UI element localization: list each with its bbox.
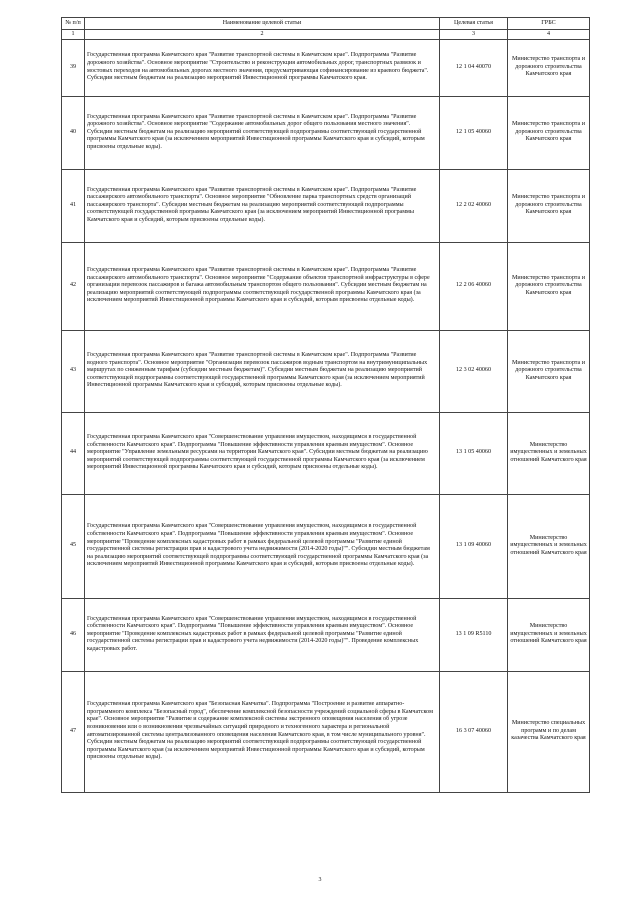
row-number: 41 [62, 169, 85, 242]
table-row [62, 96, 590, 169]
column-number: 2 [85, 30, 440, 40]
article-code: 12 3 02 40060 [440, 330, 508, 412]
row-number: 44 [62, 412, 85, 494]
page-number: 3 [318, 877, 322, 883]
table-row [62, 412, 590, 494]
row-number: 39 [62, 39, 85, 96]
table-row [62, 494, 590, 598]
article-code: 12 2 06 40060 [440, 242, 508, 330]
row-number: 46 [62, 598, 85, 671]
article-code: 16 3 07 40060 [440, 671, 508, 792]
article-grbs: Министерство имущественных и земельных отношений Камчатского края [508, 598, 590, 671]
column-number-row [62, 30, 590, 40]
article-grbs: Министерство транспорта и дорожного строительства Камчатского края [508, 330, 590, 412]
article-grbs: Министерство имущественных и земельных отношений Камчатского края [508, 412, 590, 494]
row-number: 43 [62, 330, 85, 412]
article-name: Государственная программа Камчатского края "Совершенствование управления имуществом, находящимся в государственной собственности Камчатского края". Подпрограмма "Повышение эффективности управления краевым имуществом". Основное мероприятие "Проведение комплексных кадастровых работ в рамках федеральной целевой программы "Развитие единой государственной системы регистрации прав и кадастрового учета недвижимости (2014-2020 годы)"". Проведение комплексных кадастровых работ. [85, 598, 440, 671]
article-name: Государственная программа Камчатского края "Развитие транспортной системы в Камчатском крае". Подпрограмма "Развитие пассажирского автомобильного транспорта". Основное мероприятие "Обновление парка транспортных средств организаций пассажирского транспорта". Субсидии местным бюджетам на реализацию мероприятий соответствующей подпрограммы соответствующей государственной программы Камчатского края (за исключением мероприятий Инвестиционной программы Камчатского края и субсидий, которым присвоены отдельные коды). [85, 169, 440, 242]
article-grbs: Министерство транспорта и дорожного строительства Камчатского края [508, 39, 590, 96]
article-grbs: Министерство специальных программ и по делам казачества Камчатского края [508, 671, 590, 792]
table-header-row [62, 18, 590, 30]
article-code: 13 1 09 40060 [440, 494, 508, 598]
article-grbs: Министерство транспорта и дорожного строительства Камчатского края [508, 242, 590, 330]
column-number: 1 [62, 30, 85, 40]
article-code: 12 1 04 40070 [440, 39, 508, 96]
article-name: Государственная программа Камчатского края "Совершенствование управления имуществом, находящимся в государственной собственности Камчатского края". Подпрограмма "Повышение эффективности управления краевым имуществом". Основное мероприятие "Управление земельными ресурсами на территории Камчатского края". Субсидии местным бюджетам на реализацию мероприятий соответствующей подпрограммы соответствующей государственной программы Камчатского края (за исключением мероприятий Инвестиционной программы Камчатского края и субсидий, которым присвоены отдельные коды). [85, 412, 440, 494]
table-row [62, 242, 590, 330]
row-number: 47 [62, 671, 85, 792]
table-row [62, 169, 590, 242]
header-code: Целевая статья [440, 18, 508, 30]
article-name: Государственная программа Камчатского края "Развитие транспортной системы в Камчатском крае". Подпрограмма "Развитие дорожного хозяйства". Основное мероприятие "Содержание автомобильных дорог общего пользования местного значения". Субсидии местным бюджетам на реализацию мероприятий соответствующей подпрограммы соответствующей государственной программы Камчатского края (за исключением мероприятий Инвестиционной программы Камчатского края и субсидий, которым присвоены отдельные коды). [85, 96, 440, 169]
row-number: 42 [62, 242, 85, 330]
header-num: № п/п [62, 18, 85, 30]
article-code: 12 1 05 40060 [440, 96, 508, 169]
table-row [62, 39, 590, 96]
row-number: 45 [62, 494, 85, 598]
article-grbs: Министерство транспорта и дорожного строительства Камчатского края [508, 169, 590, 242]
article-code: 13 1 09 R5110 [440, 598, 508, 671]
header-grbs: ГРБС [508, 18, 590, 30]
header-name: Наименование целевой статьи [85, 18, 440, 30]
article-grbs: Министерство имущественных и земельных отношений Камчатского края [508, 494, 590, 598]
article-name: Государственная программа Камчатского края "Развитие транспортной системы в Камчатском крае". Подпрограмма "Развитие водного транспорта". Основное мероприятие "Организация перевозок пассажиров водным транспортом на внутримуниципальных маршрутах по сниженным тарифам (субсидии местным бюджетам)". Субсидии местным бюджетам на реализацию мероприятий соответствующей подпрограммы соответствующей государственной программы Камчатского края (за исключением мероприятий Инвестиционной программы Камчатского края и субсидий, которым присвоены отдельные коды). [85, 330, 440, 412]
article-grbs: Министерство транспорта и дорожного строительства Камчатского края [508, 96, 590, 169]
article-code: 13 1 05 40060 [440, 412, 508, 494]
target-articles-table [61, 17, 590, 793]
article-name: Государственная программа Камчатского края "Развитие транспортной системы в Камчатском крае". Подпрограмма "Развитие дорожного хозяйства". Основное мероприятие "Строительство и реконструкция автомобильных дорог, транспортных развязок и мостовых переходов на автомобильных дорогах местного значения, предусматривающая софинансирование из краевого бюджета". Субсидии местным бюджетам на реализацию мероприятий Инвестиционной программы Камчатского края. [85, 39, 440, 96]
column-number: 3 [440, 30, 508, 40]
row-number: 40 [62, 96, 85, 169]
article-name: Государственная программа Камчатского края "Развитие транспортной системы в Камчатском крае". Подпрограмма "Развитие пассажирского автомобильного транспорта". Основное мероприятие "Содержание объектов транспортной инфраструктуры в сфере организации перевозок пассажиров и багажа автомобильным транспортом общего пользования". Субсидии местным бюджетам на реализацию мероприятий соответствующей подпрограммы соответствующей государственной программы Камчатского края (за исключением мероприятий Инвестиционной программы Камчатского края и субсидий, которым присвоены отдельные коды). [85, 242, 440, 330]
article-name: Государственная программа Камчатского края "Безопасная Камчатка". Подпрограмма "Построение и развитие аппаратно-программного комплекса "Безопасный город", обеспечение комплексной безопасности учреждений социальной сферы в Камчатском крае". Основное мероприятие "Развитие и содержание комплексной системы экстренного оповещения населения об угрозе возникновения или о возникновении чрезвычайных ситуаций природного и техногенного характера и региональной автоматизированной системы централизованного оповещения населения Камчатского края, в том числе муниципального уровня". Субсидии местным бюджетам на реализацию мероприятий соответствующей подпрограммы соответствующей государственной программы Камчатского края (за исключением мероприятий Инвестиционной программы Камчатского края и субсидий, которым присвоены отдельные коды). [85, 671, 440, 792]
article-code: 12 2 02 40060 [440, 169, 508, 242]
column-number: 4 [508, 30, 590, 40]
table-row [62, 598, 590, 671]
article-name: Государственная программа Камчатского края "Совершенствование управления имуществом, находящимся в государственной собственности Камчатского края". Подпрограмма "Повышение эффективности управления краевым имуществом". Основное мероприятие "Проведение комплексных кадастровых работ в рамках федеральной целевой программы "Развитие единой государственной системы регистрации прав и кадастрового учета недвижимости (2014-2020 годы)"". Субсидии местным бюджетам на реализацию мероприятий соответствующей подпрограммы соответствующей государственной программы Камчатского края (за исключением мероприятий Инвестиционной программы Камчатского края и субсидий, которым присвоены отдельные коды). [85, 494, 440, 598]
table-row [62, 330, 590, 412]
table-row [62, 671, 590, 792]
